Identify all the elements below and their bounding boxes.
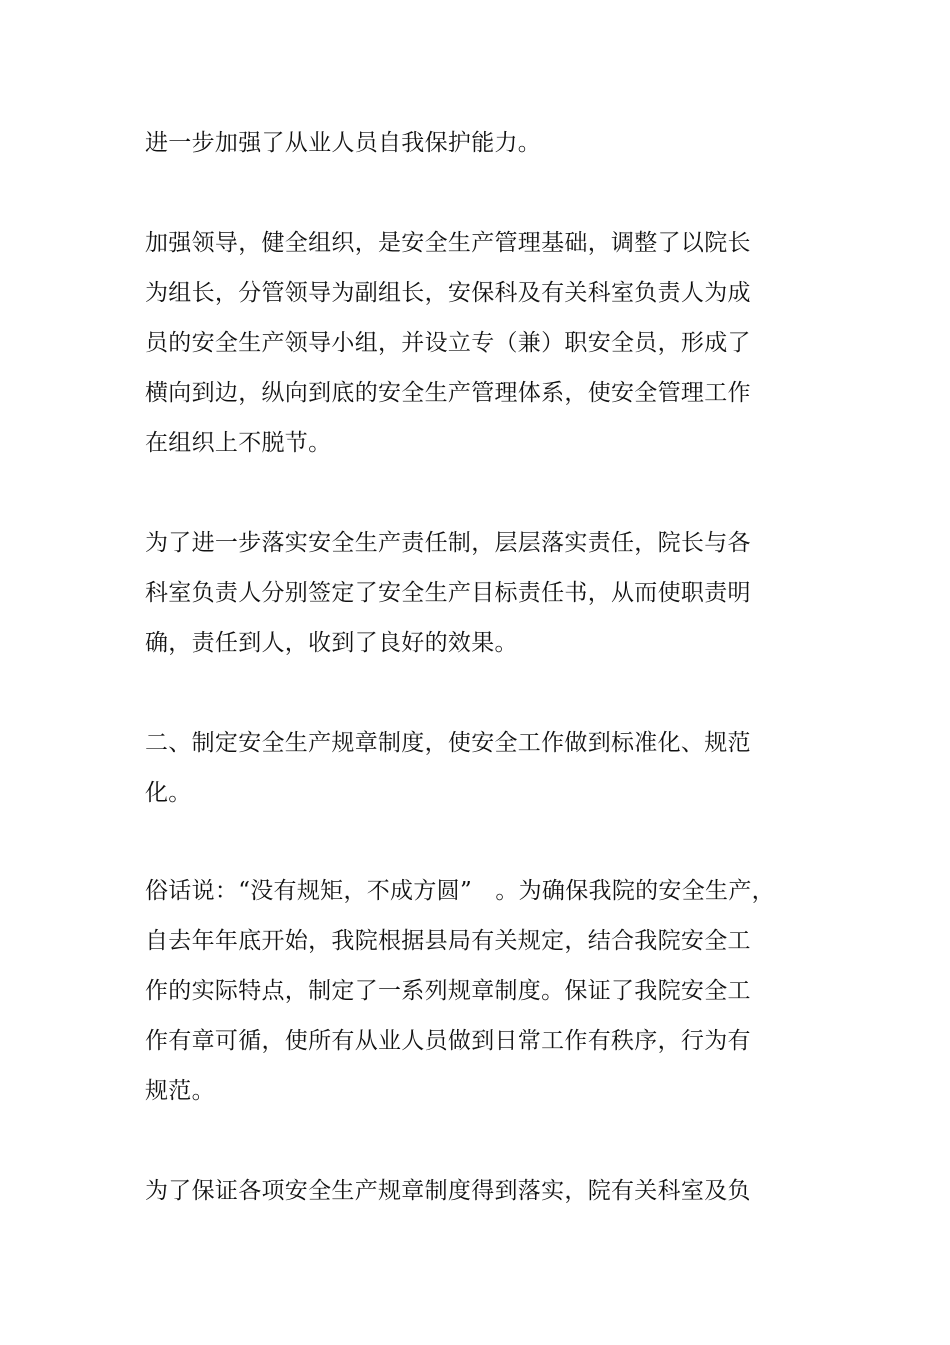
text-line: 作的实际特点，制定了一系列规章制度。保证了我院安全工 <box>145 978 751 1004</box>
text-line: 确，责任到人，收到了良好的效果。 <box>145 630 518 656</box>
text-line: 俗话说：“没有规矩，不成方圆” 。为确保我院的安全生产， <box>145 878 775 904</box>
text-line: 科室负责人分别签定了安全生产目标责任书，从而使职责明 <box>145 580 751 606</box>
text-line: 在组织上不脱节。 <box>145 430 332 456</box>
text-line: 作有章可循，使所有从业人员做到日常工作有秩序，行为有 <box>145 1028 751 1054</box>
text-line: 自去年年底开始，我院根据县局有关规定，结合我院安全工 <box>145 928 751 954</box>
text-line: 横向到边，纵向到底的安全生产管理体系，使安全管理工作 <box>145 380 751 406</box>
text-line: 规范。 <box>145 1078 215 1104</box>
text-line: 为组长，分管领导为副组长，安保科及有关科室负责人为成 <box>145 280 751 306</box>
section-heading: 二、制定安全生产规章制度，使安全工作做到标准化、规范 <box>145 730 751 756</box>
text-line: 为了进一步落实安全生产责任制，层层落实责任，院长与各 <box>145 530 751 556</box>
section-heading: 化。 <box>145 780 192 806</box>
text-line: 员的安全生产领导小组，并设立专（兼）职安全员，形成了 <box>145 330 751 356</box>
text-line: 进一步加强了从业人员自我保护能力。 <box>145 130 542 156</box>
text-line: 加强领导，健全组织，是安全生产管理基础，调整了以院长 <box>145 230 751 256</box>
text-line: 为了保证各项安全生产规章制度得到落实，院有关科室及负 <box>145 1178 751 1204</box>
